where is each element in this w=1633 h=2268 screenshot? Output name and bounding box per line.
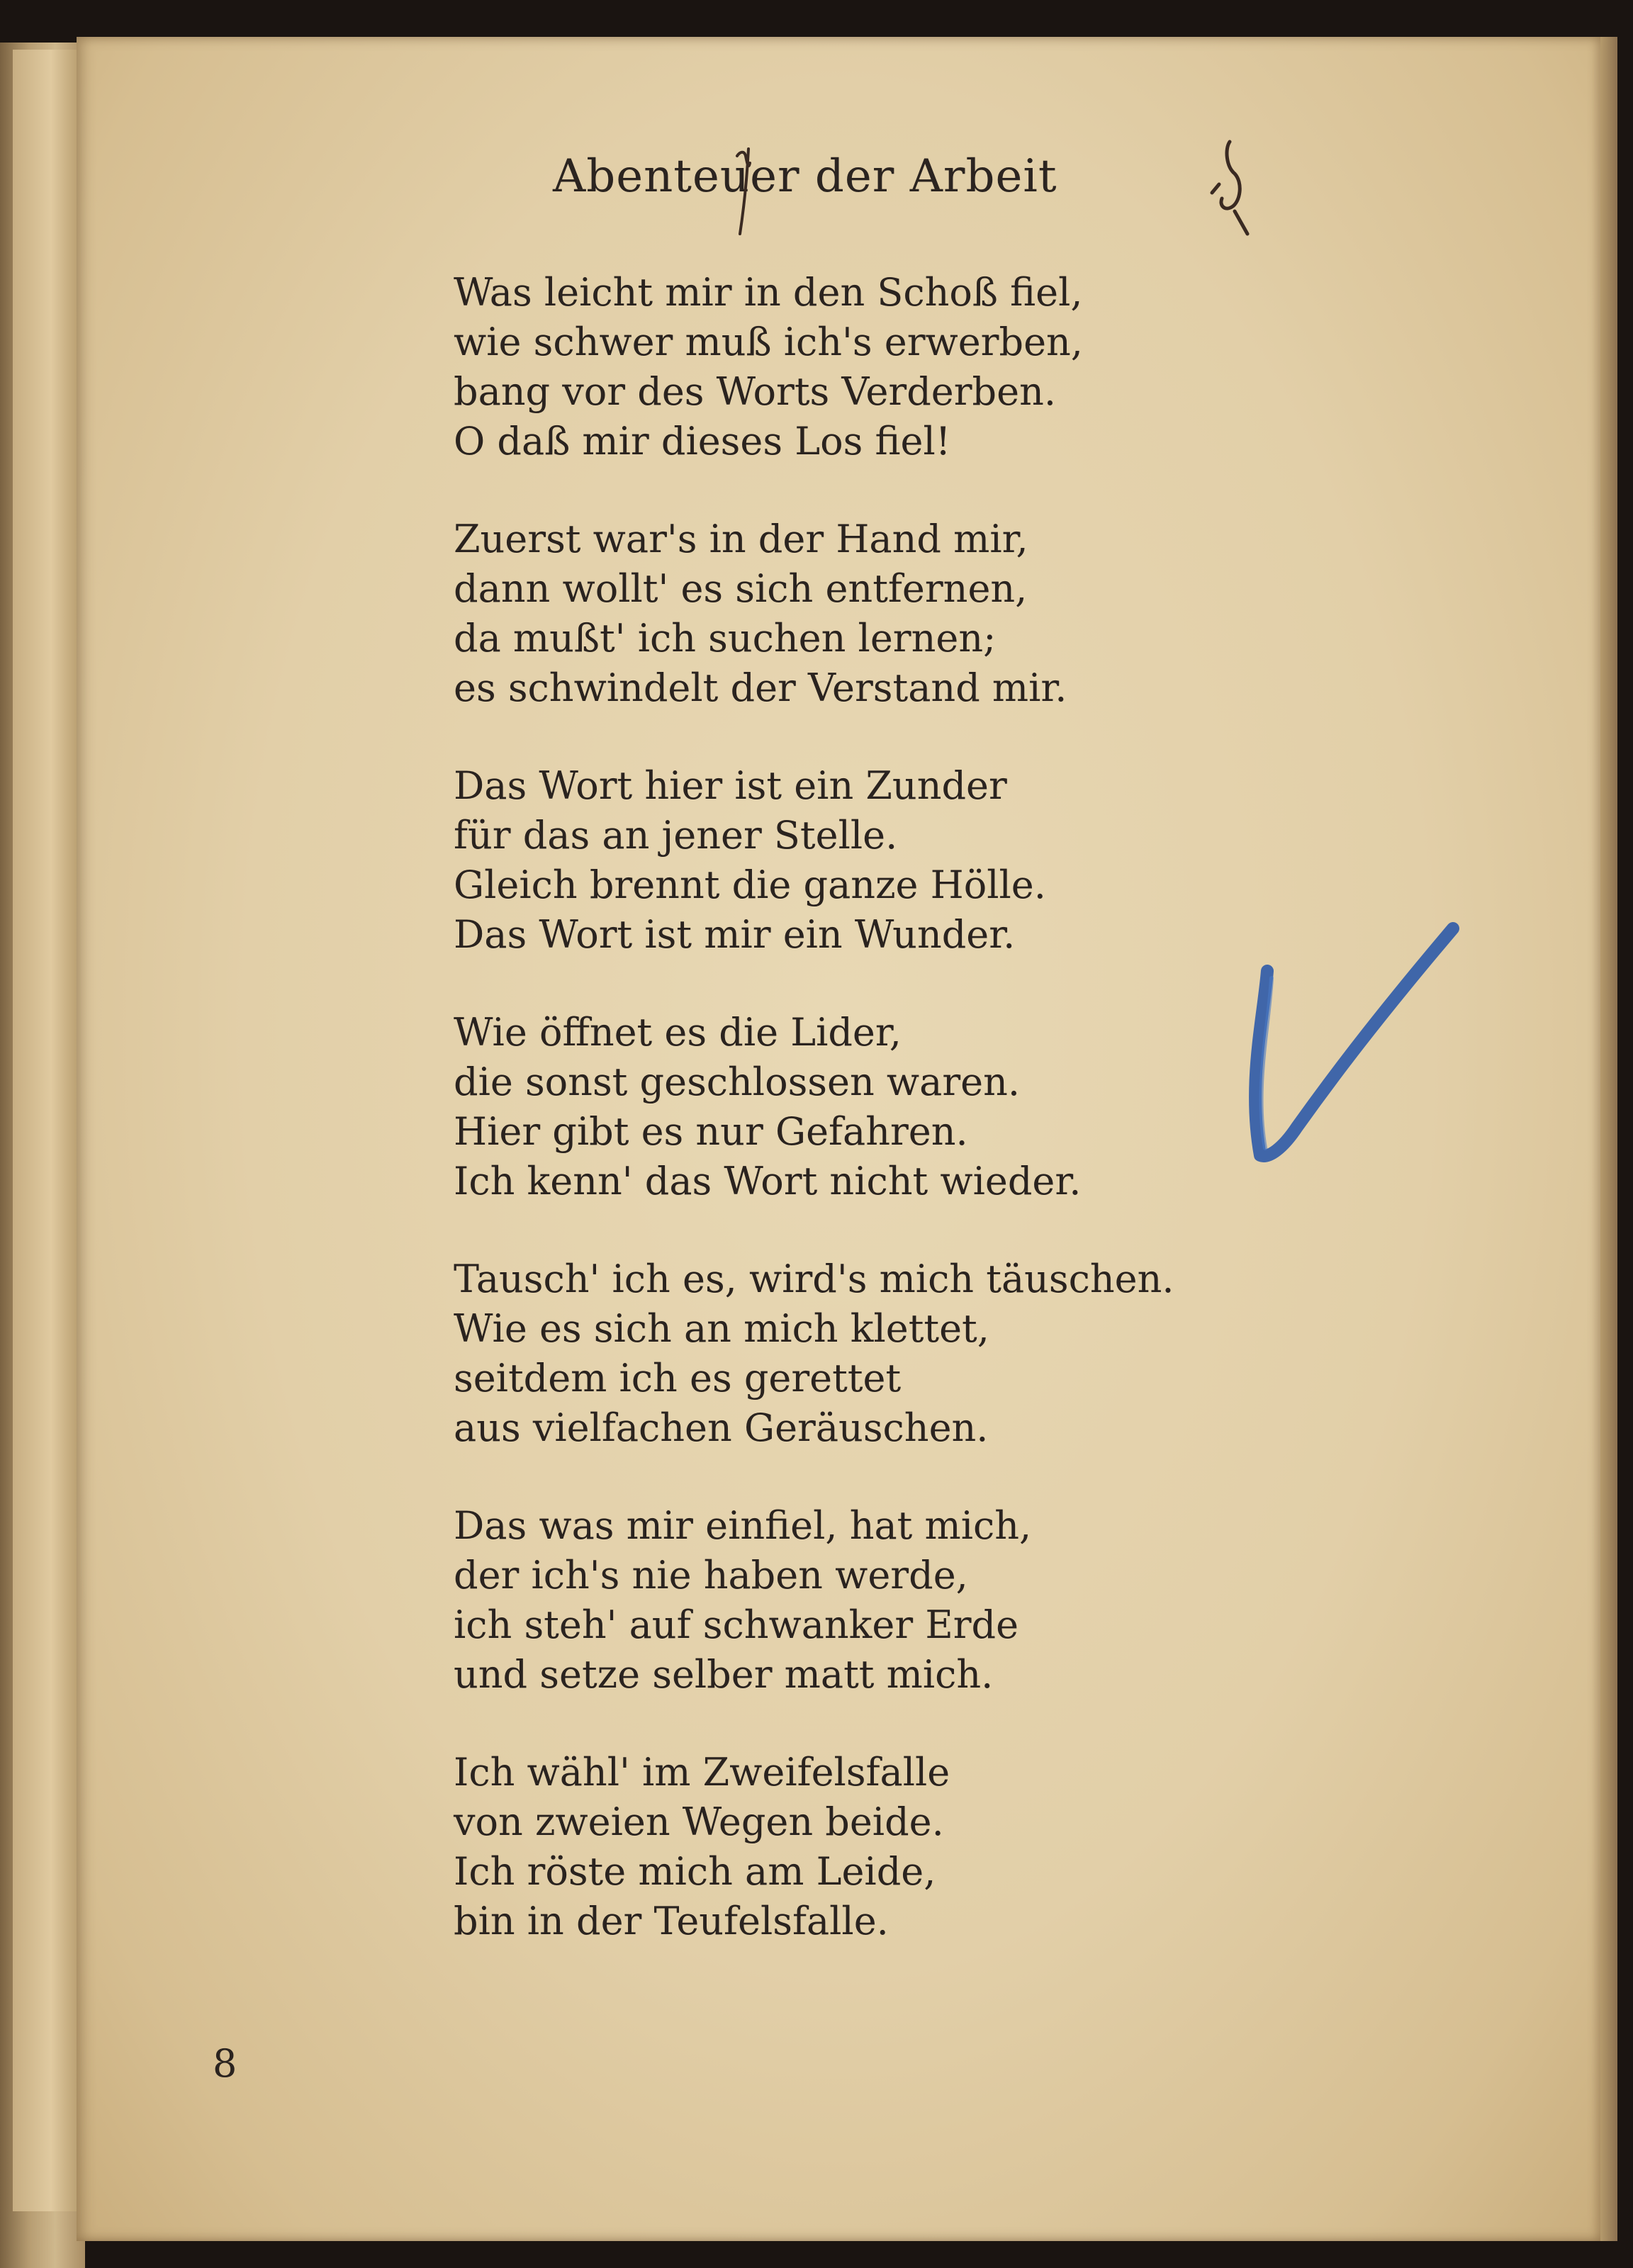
poem-line: wie schwer muß ich's erwerben, <box>454 320 1083 364</box>
poem-line: Hier gibt es nur Gefahren. <box>454 1109 968 1154</box>
poem-line: O daß mir dieses Los fiel! <box>454 419 951 464</box>
poem-body <box>454 268 1304 1994</box>
poem-line: ich steh' auf schwanker Erde <box>454 1602 1019 1647</box>
poem-line: es schwindelt der Verstand mir. <box>454 666 1067 710</box>
poem-line: Das Wort ist mir ein Wunder. <box>454 912 1016 957</box>
stanza <box>454 1254 1304 1453</box>
poem-line: Wie es sich an mich klettet, <box>454 1306 989 1351</box>
poem-line: für das an jener Stelle. <box>454 813 898 858</box>
poem-line: bin in der Teufelsfalle. <box>454 1899 889 1943</box>
poem-line: Ich wähl' im Zweifelsfalle <box>454 1750 950 1795</box>
poem-line: da mußt' ich suchen lernen; <box>454 616 997 661</box>
stanza <box>454 761 1304 960</box>
page-edge <box>13 50 78 2211</box>
poem-line: Wie öffnet es die Lider, <box>454 1010 902 1055</box>
poem-line: Das was mir einfiel, hat mich, <box>454 1503 1032 1548</box>
poem-line: Gleich brennt die ganze Hölle. <box>454 863 1046 907</box>
stanza <box>454 268 1304 466</box>
stanza <box>454 515 1304 713</box>
poem-line: dann wollt' es sich entfernen, <box>454 566 1028 611</box>
poem-line: Zuerst war's in der Hand mir, <box>454 517 1028 561</box>
poem-line: Tausch' ich es, wird's mich täuschen. <box>454 1257 1174 1301</box>
stanza <box>454 1748 1304 1946</box>
stanza <box>454 1501 1304 1700</box>
poem-line: Ich röste mich am Leide, <box>454 1849 936 1894</box>
right-page-edge <box>1600 37 1617 2241</box>
poem-line: seitdem ich es gerettet <box>454 1356 902 1400</box>
poem-line: aus vielfachen Geräuschen. <box>454 1405 989 1450</box>
poem-line: und setze selber matt mich. <box>454 1652 994 1697</box>
poem-line: die sonst geschlossen waren. <box>454 1060 1021 1104</box>
poem-line: der ich's nie haben werde, <box>454 1553 968 1598</box>
poem-line: bang vor des Worts Verderben. <box>454 369 1057 414</box>
poem-line: von zweien Wegen beide. <box>454 1800 944 1844</box>
poem-title: Abenteuer der Arbeit <box>553 150 1057 203</box>
poem-line: Das Wort hier ist ein Zunder <box>454 763 1007 808</box>
stanza <box>454 1008 1304 1206</box>
poem-line: Was leicht mir in den Schoß fiel, <box>454 270 1083 315</box>
page-number: 8 <box>213 2041 237 2086</box>
poem-line: Ich kenn' das Wort nicht wieder. <box>454 1159 1082 1203</box>
